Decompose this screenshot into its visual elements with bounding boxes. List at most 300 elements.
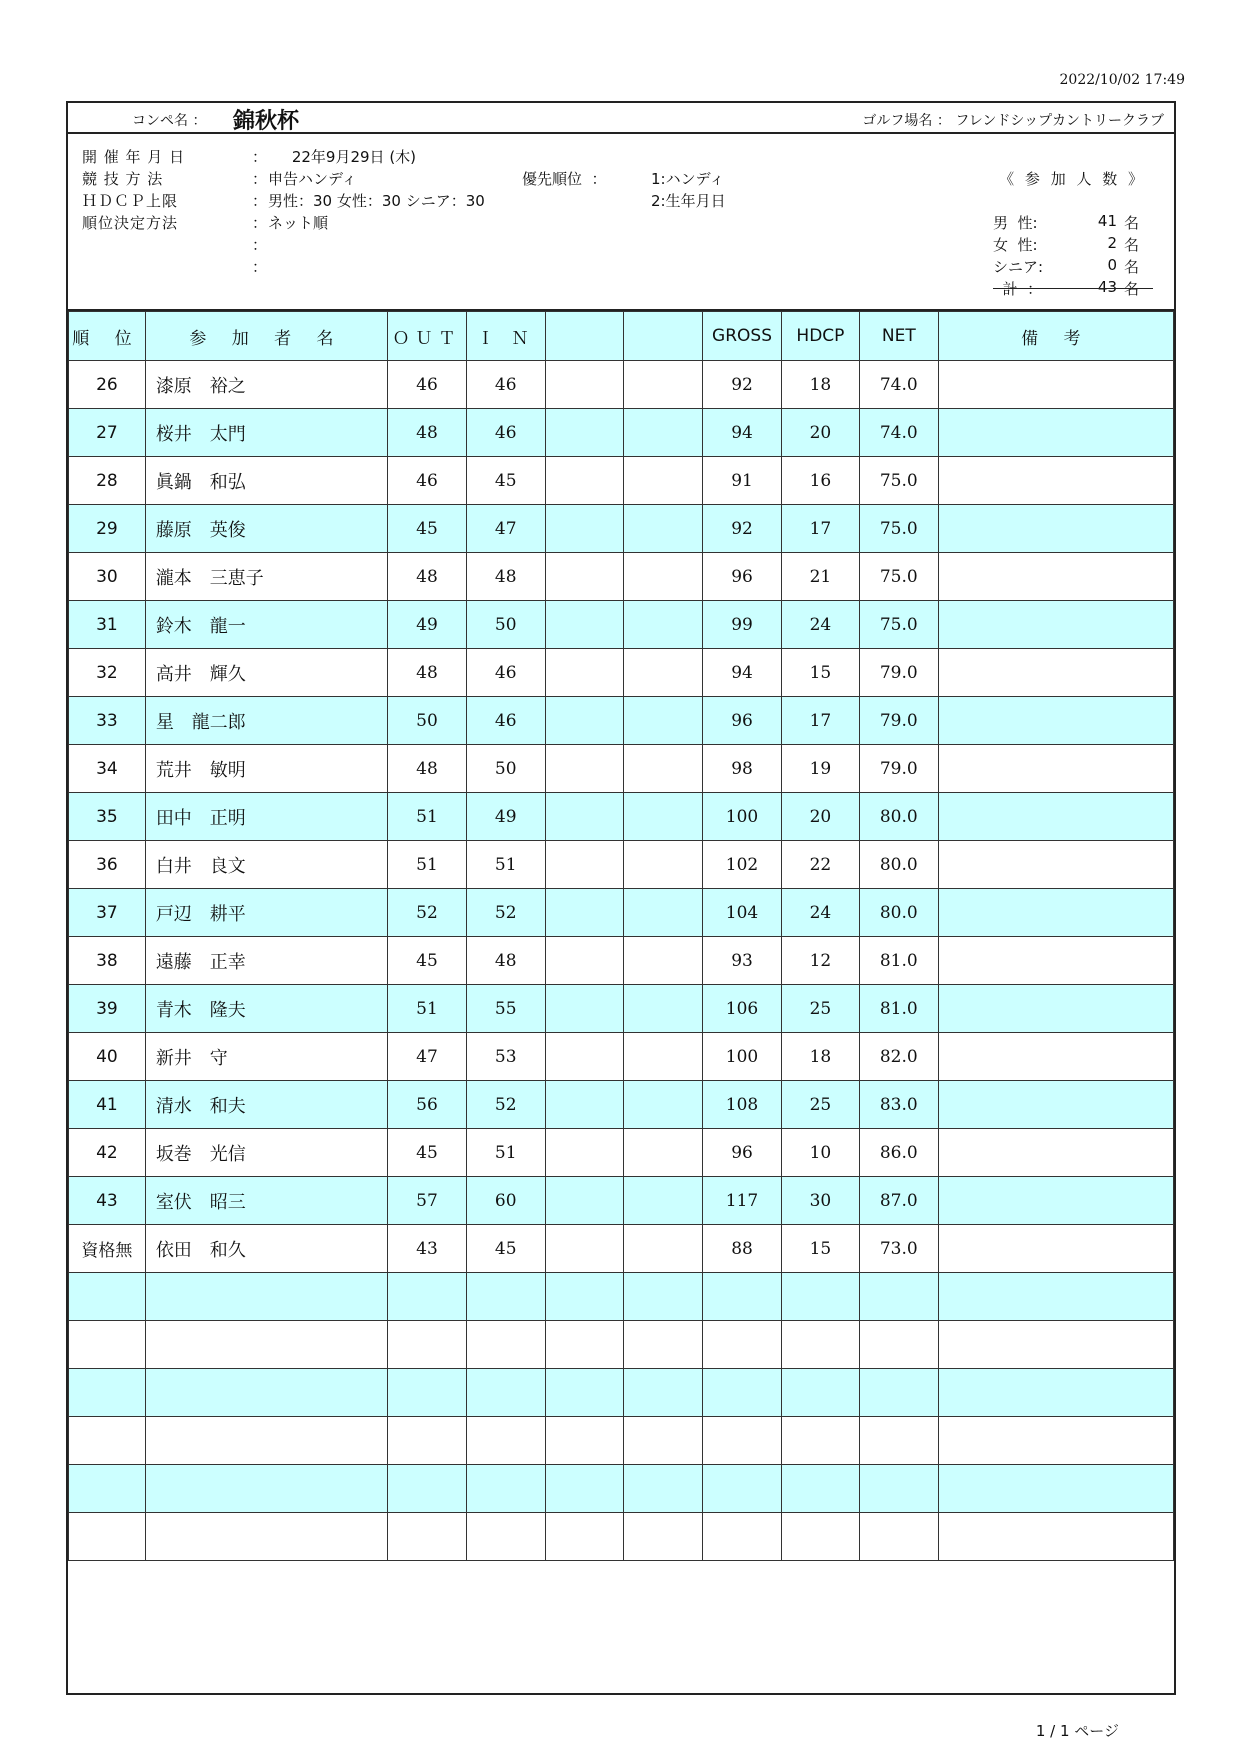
score-cell — [938, 745, 1173, 793]
score-cell — [781, 1513, 859, 1561]
table-row — [69, 1033, 1174, 1081]
score-cell — [624, 601, 703, 649]
count-unit: 名 — [1123, 236, 1139, 254]
column-header: 参 加 者 名 — [145, 312, 387, 361]
score-cell: 51 — [388, 841, 467, 889]
score-cell: 18 — [781, 1033, 859, 1081]
score-cell — [624, 1513, 703, 1561]
count-label: 男 性: — [993, 214, 1038, 232]
count-label: シニア: — [993, 258, 1044, 276]
score-cell: 96 — [703, 553, 782, 601]
player-name-cell — [145, 1513, 387, 1561]
rank-cell: 40 — [69, 1033, 146, 1081]
score-cell: 100 — [703, 793, 782, 841]
score-cell — [545, 937, 624, 985]
score-cell — [703, 1273, 782, 1321]
score-cell — [938, 985, 1173, 1033]
score-cell: 80.0 — [859, 841, 938, 889]
score-cell — [545, 1273, 624, 1321]
score-cell: 80.0 — [859, 793, 938, 841]
score-cell — [938, 1273, 1173, 1321]
title-bar — [68, 103, 1174, 134]
score-cell — [545, 553, 624, 601]
column-header: HDCP — [781, 312, 859, 361]
score-cell — [859, 1369, 938, 1417]
table-row — [69, 1369, 1174, 1417]
score-cell: 99 — [703, 601, 782, 649]
table-row — [69, 1513, 1174, 1561]
score-cell — [938, 697, 1173, 745]
score-cell — [388, 1321, 467, 1369]
score-cell: 52 — [388, 889, 467, 937]
score-cell — [938, 457, 1173, 505]
score-cell: 96 — [703, 697, 782, 745]
score-cell: 75.0 — [859, 553, 938, 601]
score-cell — [624, 457, 703, 505]
column-header: GROSS — [703, 312, 782, 361]
info-value: 22年9月29日 (木) — [268, 148, 417, 166]
participant-count-row — [993, 256, 1153, 278]
score-cell: 79.0 — [859, 697, 938, 745]
score-cell: 87.0 — [859, 1177, 938, 1225]
table-row — [69, 1465, 1174, 1513]
player-name-cell: 戸辺 耕平 — [145, 889, 387, 937]
score-cell: 92 — [703, 505, 782, 553]
score-cell: 81.0 — [859, 985, 938, 1033]
player-name-cell: 坂巻 光信 — [145, 1129, 387, 1177]
score-cell — [938, 937, 1173, 985]
column-header — [545, 312, 624, 361]
printed-timestamp: 2022/10/02 17:49 — [1059, 72, 1185, 88]
score-cell — [624, 1417, 703, 1465]
score-cell — [938, 1465, 1173, 1513]
player-name-cell: 桜井 太門 — [145, 409, 387, 457]
participant-count-title: 《 参 加 人 数 》 — [999, 170, 1146, 188]
competition-label: コンペ名 ： — [132, 113, 207, 129]
table-row — [69, 361, 1174, 409]
score-cell — [466, 1369, 545, 1417]
rank-cell — [69, 1321, 146, 1369]
player-name-cell: 鈴木 龍一 — [145, 601, 387, 649]
score-cell — [545, 1177, 624, 1225]
score-cell — [388, 1513, 467, 1561]
score-cell — [545, 1081, 624, 1129]
column-header: NET — [859, 312, 938, 361]
score-cell — [703, 1321, 782, 1369]
table-row — [69, 793, 1174, 841]
rank-cell: 41 — [69, 1081, 146, 1129]
participant-count-row — [993, 278, 1153, 300]
page-number: 1 / 1 ページ — [1035, 1722, 1119, 1740]
score-cell: 86.0 — [859, 1129, 938, 1177]
score-cell — [859, 1513, 938, 1561]
player-name-cell: 白井 良文 — [145, 841, 387, 889]
score-cell — [466, 1417, 545, 1465]
table-row — [69, 1321, 1174, 1369]
score-cell: 56 — [388, 1081, 467, 1129]
table-row — [69, 505, 1174, 553]
info-colon: ： — [252, 214, 268, 232]
info-colon: ： — [252, 258, 268, 276]
rank-cell: 38 — [69, 937, 146, 985]
score-cell — [388, 1465, 467, 1513]
score-cell: 51 — [466, 1129, 545, 1177]
score-cell — [781, 1417, 859, 1465]
player-name-cell: 新井 守 — [145, 1033, 387, 1081]
column-header: 備 考 — [938, 312, 1173, 361]
rank-cell: 29 — [69, 505, 146, 553]
table-row — [69, 649, 1174, 697]
rank-cell — [69, 1465, 146, 1513]
table-row — [69, 409, 1174, 457]
player-name-cell: 依田 和久 — [145, 1225, 387, 1273]
score-cell — [545, 889, 624, 937]
player-name-cell: 高井 輝久 — [145, 649, 387, 697]
table-row — [69, 1081, 1174, 1129]
score-cell: 102 — [703, 841, 782, 889]
score-cell — [781, 1321, 859, 1369]
score-cell — [624, 1465, 703, 1513]
score-cell: 22 — [781, 841, 859, 889]
table-row — [69, 1417, 1174, 1465]
score-cell: 57 — [388, 1177, 467, 1225]
score-cell — [938, 409, 1173, 457]
score-cell: 50 — [466, 745, 545, 793]
score-cell: 25 — [781, 1081, 859, 1129]
score-cell — [388, 1273, 467, 1321]
info-value: 男性：30 女性：30 シニア：30 — [268, 192, 485, 210]
score-cell: 82.0 — [859, 1033, 938, 1081]
score-cell: 60 — [466, 1177, 545, 1225]
table-row — [69, 889, 1174, 937]
info-colon: ： — [252, 192, 268, 210]
count-value: 2 — [1107, 234, 1117, 252]
player-name-cell: 瀧本 三恵子 — [145, 553, 387, 601]
score-cell: 83.0 — [859, 1081, 938, 1129]
score-cell — [859, 1321, 938, 1369]
score-cell — [938, 601, 1173, 649]
score-cell — [938, 553, 1173, 601]
score-cell — [624, 1225, 703, 1273]
score-cell: 93 — [703, 937, 782, 985]
player-name-cell — [145, 1321, 387, 1369]
score-cell: 45 — [388, 505, 467, 553]
count-divider — [993, 288, 1153, 289]
count-value: 0 — [1107, 256, 1117, 274]
score-cell: 15 — [781, 649, 859, 697]
rank-cell: 28 — [69, 457, 146, 505]
score-cell — [624, 1273, 703, 1321]
score-cell: 46 — [388, 361, 467, 409]
score-cell: 21 — [781, 553, 859, 601]
score-cell — [545, 409, 624, 457]
player-name-cell — [145, 1417, 387, 1465]
score-cell — [466, 1465, 545, 1513]
score-cell: 45 — [388, 937, 467, 985]
score-cell — [545, 985, 624, 1033]
score-cell: 51 — [466, 841, 545, 889]
golf-course-name: ゴルフ場名 ： フレンドシップカントリークラブ — [862, 113, 1164, 129]
rank-cell: 39 — [69, 985, 146, 1033]
count-unit: 名 — [1123, 258, 1139, 276]
score-cell: 24 — [781, 889, 859, 937]
score-cell: 24 — [781, 601, 859, 649]
score-cell — [545, 1033, 624, 1081]
score-cell — [938, 1417, 1173, 1465]
score-cell — [781, 1369, 859, 1417]
rank-cell: 36 — [69, 841, 146, 889]
column-header: ＯＵＴ — [388, 312, 467, 361]
score-cell: 19 — [781, 745, 859, 793]
score-cell — [466, 1513, 545, 1561]
score-cell — [624, 793, 703, 841]
score-cell: 18 — [781, 361, 859, 409]
score-cell: 46 — [466, 361, 545, 409]
score-cell: 50 — [388, 697, 467, 745]
score-cell: 43 — [388, 1225, 467, 1273]
score-cell — [938, 841, 1173, 889]
score-cell: 92 — [703, 361, 782, 409]
score-cell — [938, 889, 1173, 937]
score-cell: 73.0 — [859, 1225, 938, 1273]
priority-1: 1:ハンディ — [651, 170, 725, 188]
score-cell — [388, 1369, 467, 1417]
score-cell: 46 — [466, 697, 545, 745]
rank-cell: 資格無 — [69, 1225, 146, 1273]
table-row — [69, 841, 1174, 889]
score-cell: 75.0 — [859, 505, 938, 553]
score-cell — [859, 1417, 938, 1465]
rank-cell — [69, 1273, 146, 1321]
score-cell — [624, 697, 703, 745]
score-cell: 48 — [388, 649, 467, 697]
score-cell — [624, 937, 703, 985]
score-cell — [624, 1129, 703, 1177]
score-cell — [938, 793, 1173, 841]
score-cell — [624, 1177, 703, 1225]
info-value: ネット順 — [268, 214, 329, 232]
score-cell: 48 — [466, 937, 545, 985]
table-row — [69, 985, 1174, 1033]
score-cell — [859, 1465, 938, 1513]
rank-cell: 33 — [69, 697, 146, 745]
player-name-cell: 星 龍二郎 — [145, 697, 387, 745]
column-header: 順 位 — [69, 312, 146, 361]
score-cell — [703, 1513, 782, 1561]
count-unit: 名 — [1123, 214, 1139, 232]
score-cell — [545, 745, 624, 793]
score-cell: 91 — [703, 457, 782, 505]
score-cell — [624, 553, 703, 601]
player-name-cell: 漆原 裕之 — [145, 361, 387, 409]
score-cell: 17 — [781, 505, 859, 553]
player-name-cell: 清水 和夫 — [145, 1081, 387, 1129]
score-cell — [624, 649, 703, 697]
rank-cell — [69, 1417, 146, 1465]
score-cell — [938, 1129, 1173, 1177]
rank-cell — [69, 1513, 146, 1561]
count-unit: 名 — [1123, 280, 1139, 298]
score-cell: 15 — [781, 1225, 859, 1273]
table-row — [69, 601, 1174, 649]
score-cell — [938, 1369, 1173, 1417]
table-row — [69, 1273, 1174, 1321]
score-cell — [545, 1369, 624, 1417]
table-row — [69, 745, 1174, 793]
score-cell: 74.0 — [859, 361, 938, 409]
participant-count-row — [993, 234, 1153, 256]
score-cell — [859, 1273, 938, 1321]
player-name-cell: 室伏 昭三 — [145, 1177, 387, 1225]
player-name-cell: 田中 正明 — [145, 793, 387, 841]
score-cell — [545, 841, 624, 889]
score-cell: 45 — [466, 1225, 545, 1273]
player-name-cell: 荒井 敏明 — [145, 745, 387, 793]
count-value: 41 — [1097, 212, 1117, 230]
score-cell: 50 — [466, 601, 545, 649]
competition-name: 錦秋杯 — [233, 109, 300, 134]
table-header-row — [69, 312, 1174, 361]
score-cell: 117 — [703, 1177, 782, 1225]
score-cell: 106 — [703, 985, 782, 1033]
score-cell — [545, 697, 624, 745]
table-row — [69, 1129, 1174, 1177]
score-cell — [545, 793, 624, 841]
score-cell — [703, 1417, 782, 1465]
rank-cell — [69, 1369, 146, 1417]
count-label: 女 性: — [993, 236, 1038, 254]
table-row — [69, 553, 1174, 601]
score-cell — [545, 601, 624, 649]
score-cell — [466, 1273, 545, 1321]
score-cell: 45 — [466, 457, 545, 505]
score-cell — [624, 1033, 703, 1081]
score-cell: 46 — [466, 649, 545, 697]
player-name-cell — [145, 1465, 387, 1513]
player-name-cell: 遠藤 正幸 — [145, 937, 387, 985]
score-cell — [703, 1465, 782, 1513]
rank-cell: 34 — [69, 745, 146, 793]
score-cell — [545, 505, 624, 553]
player-name-cell — [145, 1369, 387, 1417]
score-cell: 46 — [388, 457, 467, 505]
info-label: 順位決定方法 — [82, 214, 179, 232]
score-cell: 94 — [703, 409, 782, 457]
score-cell — [624, 505, 703, 553]
rank-cell: 35 — [69, 793, 146, 841]
score-cell: 79.0 — [859, 649, 938, 697]
score-cell — [545, 1225, 624, 1273]
score-cell — [938, 505, 1173, 553]
score-cell — [624, 1369, 703, 1417]
score-cell — [938, 1177, 1173, 1225]
score-cell — [938, 361, 1173, 409]
score-cell: 75.0 — [859, 457, 938, 505]
score-cell: 48 — [388, 553, 467, 601]
score-cell — [624, 985, 703, 1033]
participant-count-row — [993, 212, 1153, 234]
score-cell: 48 — [388, 409, 467, 457]
score-cell: 52 — [466, 1081, 545, 1129]
score-cell — [938, 1321, 1173, 1369]
rank-cell: 31 — [69, 601, 146, 649]
score-cell: 88 — [703, 1225, 782, 1273]
table-row — [69, 457, 1174, 505]
rank-cell: 32 — [69, 649, 146, 697]
score-cell — [938, 649, 1173, 697]
score-cell: 48 — [388, 745, 467, 793]
score-cell: 100 — [703, 1033, 782, 1081]
score-cell — [703, 1369, 782, 1417]
score-cell — [545, 1129, 624, 1177]
info-colon: ： — [252, 170, 268, 188]
table-row — [69, 937, 1174, 985]
info-colon: ： — [252, 236, 268, 254]
score-cell: 16 — [781, 457, 859, 505]
score-cell — [938, 1225, 1173, 1273]
score-cell — [545, 649, 624, 697]
score-sheet — [66, 101, 1176, 1695]
score-cell — [938, 1033, 1173, 1081]
player-name-cell: 眞鍋 和弘 — [145, 457, 387, 505]
score-cell: 79.0 — [859, 745, 938, 793]
score-cell: 17 — [781, 697, 859, 745]
column-header — [624, 312, 703, 361]
count-value: 43 — [1097, 278, 1117, 296]
score-cell — [938, 1513, 1173, 1561]
player-name-cell — [145, 1273, 387, 1321]
score-cell: 47 — [466, 505, 545, 553]
column-header: Ｉ Ｎ — [466, 312, 545, 361]
score-cell: 96 — [703, 1129, 782, 1177]
score-cell — [388, 1417, 467, 1465]
player-name-cell: 藤原 英俊 — [145, 505, 387, 553]
score-cell: 51 — [388, 985, 467, 1033]
score-cell — [545, 457, 624, 505]
score-cell: 46 — [466, 409, 545, 457]
info-label: ＨＤＣＰ上限 — [82, 192, 179, 210]
rank-cell: 30 — [69, 553, 146, 601]
rank-cell: 37 — [69, 889, 146, 937]
score-cell: 74.0 — [859, 409, 938, 457]
score-cell: 10 — [781, 1129, 859, 1177]
rank-cell: 26 — [69, 361, 146, 409]
info-label: 開 催 年 月 日 — [82, 148, 186, 166]
score-cell — [624, 1321, 703, 1369]
score-cell — [781, 1273, 859, 1321]
score-cell: 48 — [466, 553, 545, 601]
score-cell: 98 — [703, 745, 782, 793]
score-cell: 53 — [466, 1033, 545, 1081]
info-colon: ： — [252, 148, 268, 166]
score-cell: 25 — [781, 985, 859, 1033]
score-cell — [624, 745, 703, 793]
score-cell — [545, 1465, 624, 1513]
priority-label: 優先順位 ： — [522, 170, 607, 188]
score-cell — [624, 841, 703, 889]
table-row — [69, 1225, 1174, 1273]
score-cell: 20 — [781, 409, 859, 457]
rank-cell: 43 — [69, 1177, 146, 1225]
score-cell — [938, 1081, 1173, 1129]
score-cell: 81.0 — [859, 937, 938, 985]
rank-cell: 42 — [69, 1129, 146, 1177]
score-cell: 30 — [781, 1177, 859, 1225]
score-cell — [466, 1321, 545, 1369]
info-label: 競 技 方 法 — [82, 170, 164, 188]
score-cell — [624, 409, 703, 457]
score-cell: 45 — [388, 1129, 467, 1177]
